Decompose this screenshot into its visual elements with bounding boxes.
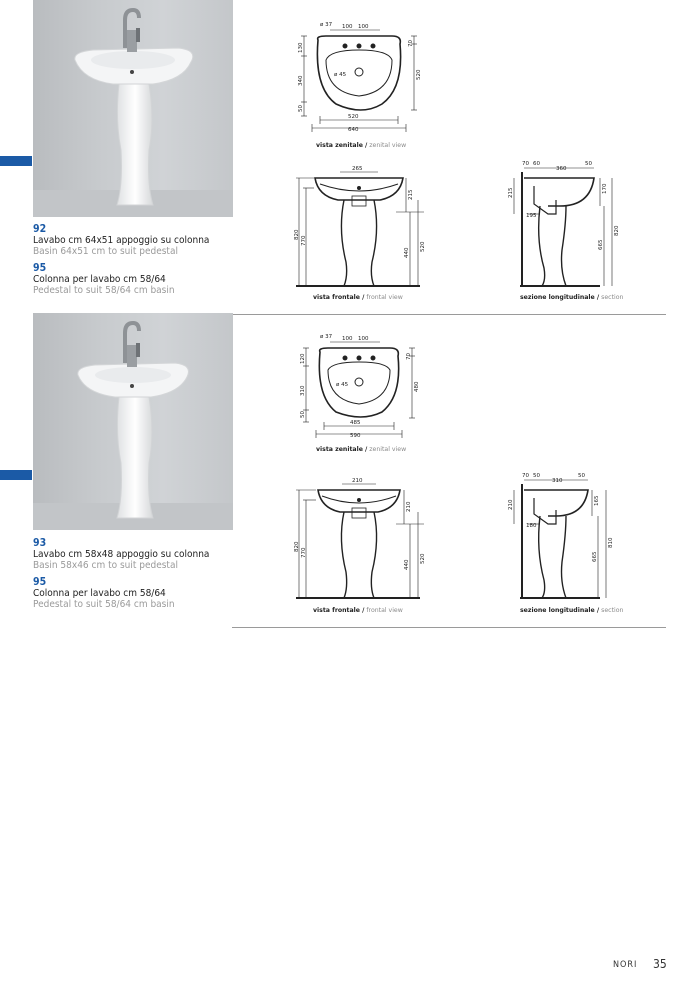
dim-label: 770 bbox=[301, 235, 307, 246]
caption-side-en: section bbox=[599, 294, 624, 301]
dim-label: 70 bbox=[522, 161, 529, 167]
dim-label: 170 bbox=[602, 183, 608, 194]
dim-label: 520 bbox=[416, 69, 422, 80]
svg-text:sezione longitudinale / sectio bbox=[520, 607, 624, 614]
side-section-92 bbox=[514, 168, 612, 286]
dim-label: 440 bbox=[404, 247, 410, 258]
pedestal-name-en: Pedestal to suit 58/64 cm basin bbox=[33, 599, 175, 610]
dim-label: 50 bbox=[578, 473, 585, 479]
dim-label: 665 bbox=[598, 239, 604, 250]
dim-label: 820 bbox=[614, 225, 620, 236]
dim-label: 165 bbox=[594, 495, 600, 506]
dim-label: 50 bbox=[298, 105, 304, 112]
dim-label: 665 bbox=[592, 551, 598, 562]
dim-label: 820 bbox=[294, 229, 300, 240]
basin-name-it: Lavabo cm 58x48 appoggio su colonna bbox=[33, 549, 210, 560]
dim-label: 340 bbox=[298, 75, 304, 86]
dim-label: 440 bbox=[404, 559, 410, 570]
brand-name: NORI bbox=[613, 960, 638, 970]
caption-front-en: frontal view bbox=[364, 294, 403, 301]
dim-label: 100 bbox=[342, 336, 353, 342]
front-view-93 bbox=[296, 484, 424, 598]
dim-label: 520 bbox=[420, 553, 426, 564]
dim-label: ø 45 bbox=[336, 382, 349, 388]
caption-side-it: sezione longitudinale / bbox=[520, 607, 600, 614]
dim-label: 360 bbox=[556, 166, 567, 172]
dim-label: 265 bbox=[352, 166, 363, 172]
caption-top-it: vista zenitale / bbox=[316, 446, 368, 453]
dim-label: 50 bbox=[533, 473, 540, 479]
basin-name-en: Basin 64x51 cm to suit pedestal bbox=[33, 246, 178, 257]
dim-label: 310 bbox=[300, 385, 306, 396]
dim-label: 520 bbox=[420, 241, 426, 252]
dim-label: 180 bbox=[526, 523, 537, 529]
dim-label: 640 bbox=[348, 127, 359, 133]
dim-label: 100 bbox=[358, 336, 369, 342]
page-number: 35 bbox=[653, 957, 667, 971]
pedestal-name-it: Colonna per lavabo cm 58/64 bbox=[33, 588, 166, 599]
dim-label: ø 37 bbox=[320, 22, 333, 28]
dim-label: 210 bbox=[406, 501, 412, 512]
side-section-93 bbox=[514, 480, 606, 598]
dim-label: 310 bbox=[552, 478, 563, 484]
pedestal-name-en: Pedestal to suit 58/64 cm basin bbox=[33, 285, 175, 296]
dim-label: 215 bbox=[408, 189, 414, 200]
dim-label: 70 bbox=[406, 353, 412, 360]
dim-label: 810 bbox=[608, 537, 614, 548]
dim-label: 70 bbox=[522, 473, 529, 479]
dim-label: ø 37 bbox=[320, 334, 333, 340]
dim-label: 210 bbox=[352, 478, 363, 484]
caption-top-en: zenital view bbox=[367, 446, 407, 453]
dim-label: 210 bbox=[508, 499, 514, 510]
dim-label: 485 bbox=[350, 420, 361, 426]
caption-side-it: sezione longitudinale / bbox=[520, 294, 600, 301]
pedestal-code: 95 bbox=[33, 262, 47, 274]
dim-label: 590 bbox=[350, 433, 361, 439]
dim-label: 820 bbox=[294, 541, 300, 552]
svg-text:sezione longitudinale / sectio bbox=[520, 294, 624, 301]
dim-label: 100 bbox=[358, 24, 369, 30]
dim-label: 520 bbox=[348, 114, 359, 120]
svg-text:vista frontale / frontal view bbox=[313, 607, 403, 614]
dim-label: 50 bbox=[585, 161, 592, 167]
pedestal-code: 95 bbox=[33, 576, 47, 588]
dim-label: ø 45 bbox=[334, 72, 347, 78]
caption-top-it: vista zenitale / bbox=[316, 142, 368, 149]
top-view-92 bbox=[301, 30, 417, 132]
dim-label: 480 bbox=[414, 381, 420, 392]
basin-name-en: Basin 58x46 cm to suit pedestal bbox=[33, 560, 178, 571]
basin-name-it: Lavabo cm 64x51 appoggio su colonna bbox=[33, 235, 210, 246]
product-code: 92 bbox=[33, 223, 47, 235]
caption-side-en: section bbox=[599, 607, 624, 614]
dim-label: 100 bbox=[342, 24, 353, 30]
caption-front-it: vista frontale / bbox=[313, 294, 365, 301]
dim-label: 770 bbox=[301, 547, 307, 558]
dim-label: 120 bbox=[300, 353, 306, 364]
dim-label: 50 bbox=[300, 411, 306, 418]
svg-text:vista zenitale / zenital view bbox=[316, 446, 406, 453]
caption-front-en: frontal view bbox=[364, 607, 403, 614]
dim-label: 130 bbox=[298, 42, 304, 53]
dim-label: 215 bbox=[508, 187, 514, 198]
dim-label: 195 bbox=[526, 213, 537, 219]
product-code: 93 bbox=[33, 537, 47, 549]
dim-label: 70 bbox=[408, 40, 414, 47]
svg-text:vista zenitale / zenital view bbox=[316, 142, 406, 149]
caption-front-it: vista frontale / bbox=[313, 607, 365, 614]
dim-label: 60 bbox=[533, 161, 540, 167]
pedestal-name-it: Colonna per lavabo cm 58/64 bbox=[33, 274, 166, 285]
front-view-92 bbox=[296, 172, 424, 286]
svg-text:vista frontale / frontal view bbox=[313, 294, 403, 301]
caption-top-en: zenital view bbox=[367, 142, 407, 149]
